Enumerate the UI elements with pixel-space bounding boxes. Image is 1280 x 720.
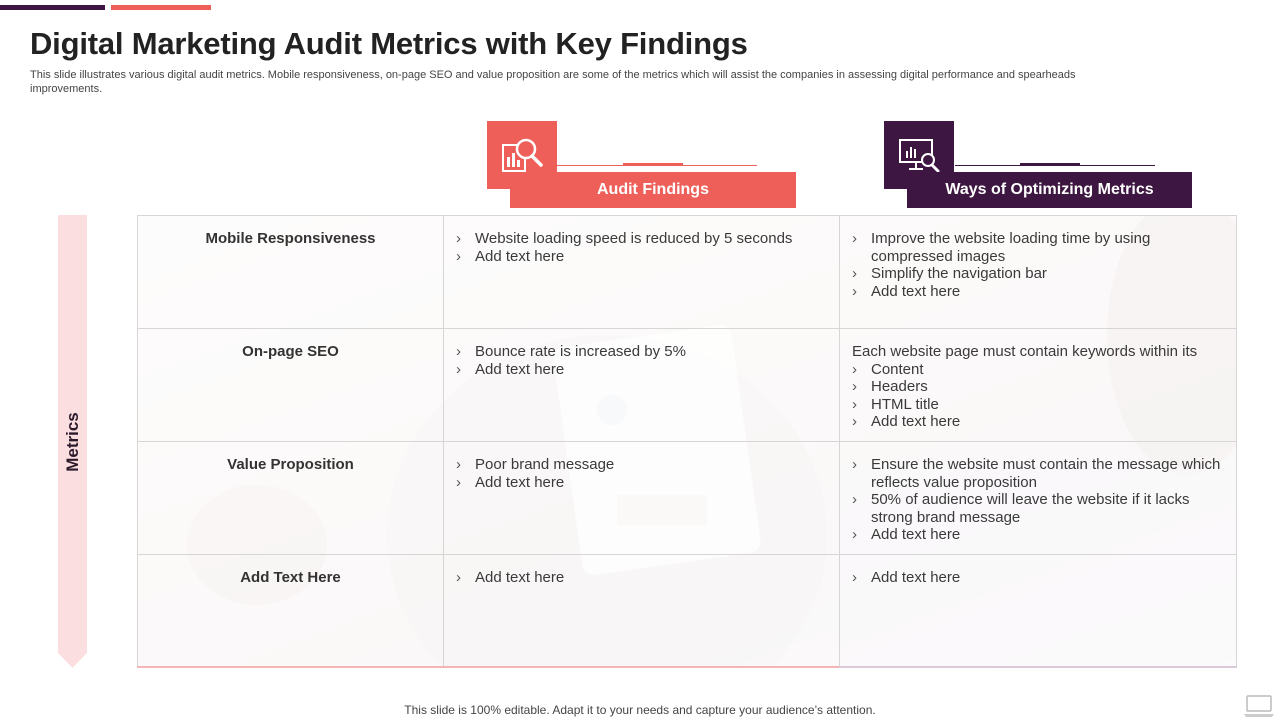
list-item [852,283,1226,301]
chevron-right-icon: › [456,360,461,378]
optimizing-cell [840,442,1237,555]
laptop-icon [1243,694,1275,718]
list-item [456,474,829,492]
metric-cell: Mobile Responsiveness [138,216,444,329]
optimizing-rule-accent [1020,163,1080,166]
audit-magnifier-chart-icon [500,135,544,175]
list-item [456,569,829,587]
slide-footer-note: This slide is 100% editable. Adapt it to your needs and capture your audience’s attention. [404,703,876,717]
list-item-text: Add text here [871,282,961,300]
chevron-right-icon: › [456,247,461,265]
optimizing-cell [840,555,1237,668]
chevron-right-icon: › [852,282,857,300]
list-item-text: Add text here [475,473,565,491]
chevron-right-icon: › [852,413,857,431]
list-item-text: Add text here [871,526,961,544]
list-item-text: Bounce rate is increased by 5% [475,343,686,360]
metric-cell: Value Proposition [138,442,444,555]
table-bottom-accent-red [137,666,839,668]
table-row [138,329,1237,442]
list-item [852,491,1226,526]
optimizing-header: Ways of Optimizing Metrics [907,172,1192,208]
chevron-right-icon: › [852,526,857,544]
chevron-right-icon: › [456,456,461,473]
metrics-table [137,215,1237,668]
chevron-right-icon: › [456,569,461,586]
chevron-right-icon: › [852,395,857,413]
list-item-text: Website loading speed is reduced by 5 seconds [475,230,793,247]
list-item [852,265,1226,283]
audit-findings-cell [444,555,840,668]
list-item [852,396,1226,414]
list-item-text: Ensure the website must contain the message which reflects value proposition [871,456,1221,491]
list-item-text: Headers [871,378,928,396]
findings-list [456,230,829,265]
optimizing-intro-text: Each website page must contain keywords within its [852,343,1198,360]
table-row [138,555,1237,668]
findings-list [456,343,829,378]
monitor-magnifier-icon [897,135,941,175]
top-accent-bar-red [111,5,211,10]
list-item-text: HTML title [871,395,939,413]
metrics-side-label [58,215,87,668]
table-row [138,442,1237,555]
findings-list [456,456,829,491]
chevron-right-icon: › [852,230,857,247]
list-item [852,569,1226,587]
list-item-text: Simplify the navigation bar [871,265,1047,283]
chevron-right-icon: › [852,491,857,509]
list-item-text: Add text here [475,247,565,265]
list-item [852,413,1226,431]
list-item-text: Add text here [475,360,565,378]
audit-findings-cell [444,442,840,555]
list-item-text: Add text here [871,413,961,431]
optimizing-list [852,230,1226,300]
slide-subtitle: This slide illustrates various digital audit metrics. Mobile responsiveness, on-page SEO and value proposition are some of the metrics which will assist the companies in assessing digital performance and spearheads improvements. [30,69,1076,95]
metric-cell: On-page SEO [138,329,444,442]
list-item-text: Add text here [871,569,961,586]
list-item-text: Add text here [475,569,565,586]
chevron-right-icon: › [456,473,461,491]
table-row [138,216,1237,329]
top-accent-bar-purple [0,5,105,10]
chevron-right-icon: › [456,230,461,247]
list-item [852,526,1226,544]
audit-findings-header: Audit Findings [510,172,796,208]
metrics-side-label-text: Metrics [62,411,82,472]
list-item [456,248,829,266]
list-item [852,456,1226,491]
slide-title: Digital Marketing Audit Metrics with Key Findings [30,26,748,61]
list-item [456,343,829,361]
chevron-right-icon: › [456,343,461,360]
findings-list [456,569,829,587]
chevron-right-icon: › [852,360,857,378]
list-item [456,230,829,248]
list-item [456,361,829,379]
list-item [852,230,1226,265]
chevron-right-icon: › [852,265,857,283]
list-item-text: 50% of audience will leave the website if it lacks strong brand message [871,491,1190,526]
optimizing-list [852,361,1226,431]
list-item-text: Poor brand message [475,456,615,473]
chevron-right-icon: › [852,569,857,586]
list-item [852,378,1226,396]
audit-findings-cell [444,329,840,442]
table-bottom-accent-purple [839,666,1236,668]
optimizing-cell [840,216,1237,329]
list-item [852,361,1226,379]
optimizing-list [852,569,1226,587]
list-item-text: Content [871,360,924,378]
optimizing-cell [840,329,1237,442]
metric-cell: Add Text Here [138,555,444,668]
list-item [456,456,829,474]
chevron-right-icon: › [852,456,857,473]
optimizing-list [852,456,1226,544]
chevron-right-icon: › [852,378,857,396]
list-item-text: Improve the website loading time by using compressed images [871,230,1151,265]
audit-findings-rule-accent [623,163,683,166]
audit-findings-cell [444,216,840,329]
